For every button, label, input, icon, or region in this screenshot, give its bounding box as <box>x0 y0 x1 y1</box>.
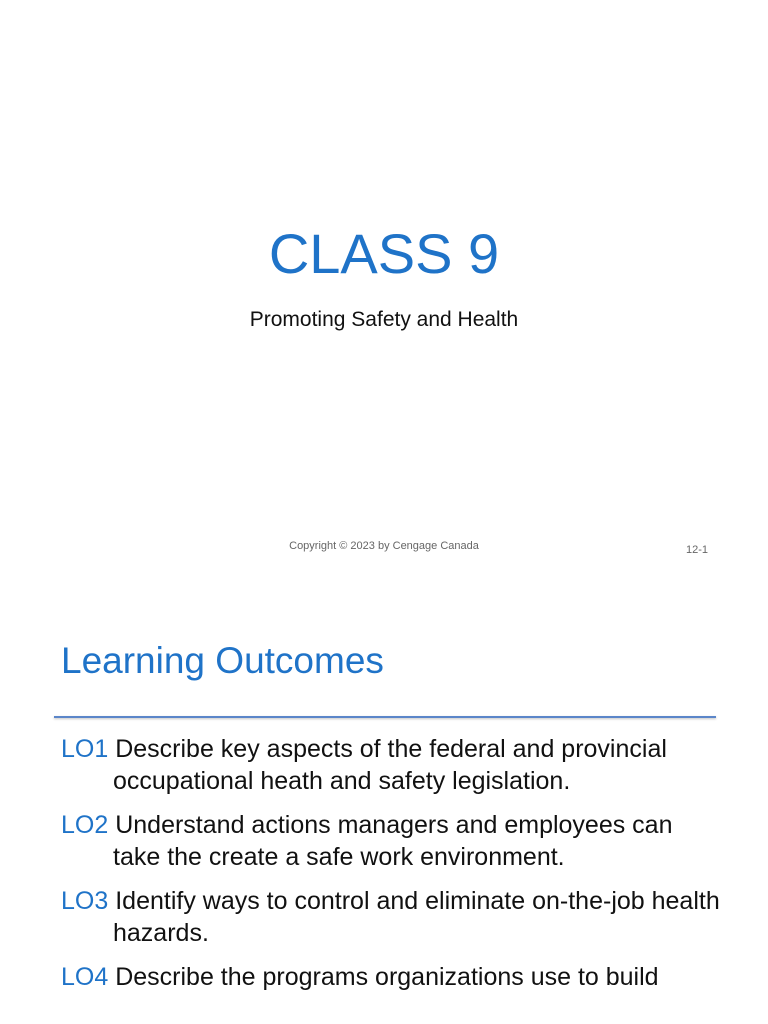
outcome-code: LO4 <box>61 963 109 991</box>
outcome-text: Identify ways to control and eliminate on-the-job health hazards. <box>113 887 720 947</box>
list-item <box>61 961 721 993</box>
outcome-code: LO2 <box>61 811 109 839</box>
learning-outcomes-slide <box>0 576 768 1024</box>
outcome-text: Describe the programs organizations use to build <box>115 963 659 991</box>
learning-outcomes-heading: Learning Outcomes <box>61 640 384 681</box>
outcome-code: LO1 <box>61 735 109 763</box>
outcome-code: LO3 <box>61 887 109 915</box>
list-item <box>61 885 721 949</box>
outcome-text: Describe key aspects of the federal and provincial occupational heath and safety legislation. <box>113 735 667 795</box>
list-item <box>61 733 721 797</box>
list-item <box>61 809 721 873</box>
slide-title: CLASS 9 <box>268 222 500 285</box>
slide-number: 12-1 <box>685 544 708 556</box>
learning-outcomes-list <box>61 733 721 1005</box>
outcome-text: Understand actions managers and employees can take the create a safe work environment. <box>113 811 673 871</box>
heading-divider <box>54 716 716 718</box>
slide-subtitle: Promoting Safety and Health <box>249 308 519 331</box>
copyright-text: Copyright © 2023 by Cengage Canada <box>289 540 479 552</box>
